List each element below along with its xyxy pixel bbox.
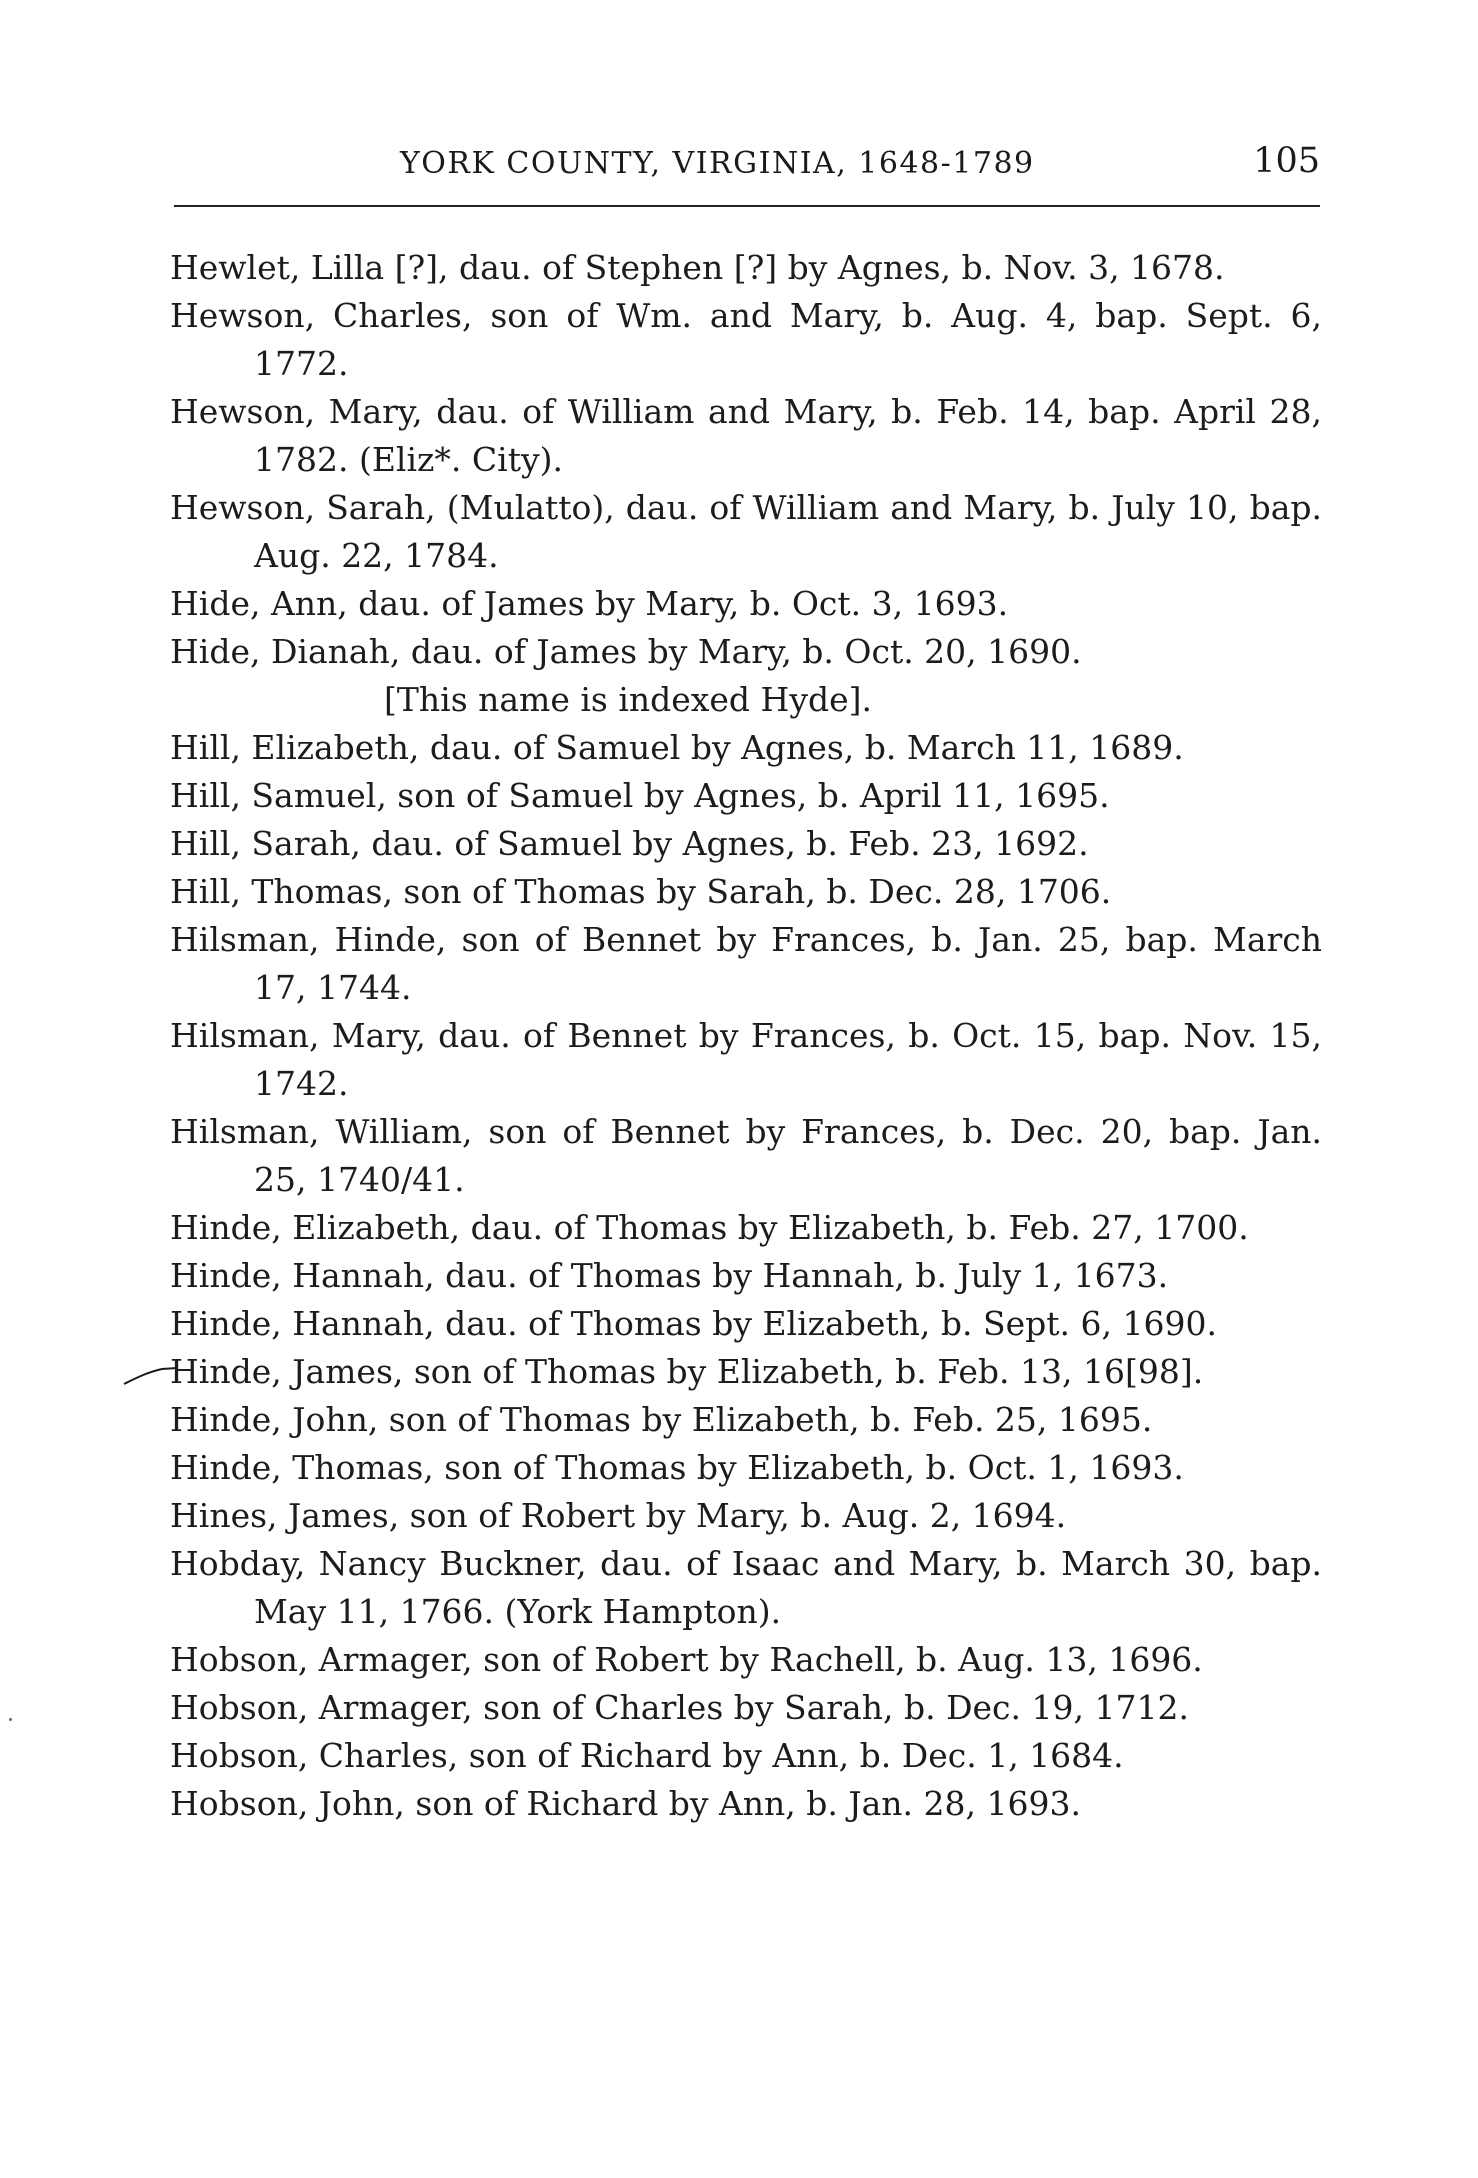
entry-text: Hilsman, Hinde, son of Bennet by Frances, b. Jan. 25, bap. March 17, 1744.	[170, 920, 1322, 1007]
list-item	[170, 772, 1322, 820]
list-item	[170, 1444, 1322, 1492]
entry-text: Hobson, Armager, son of Charles by Sarah, b. Dec. 19, 1712.	[170, 1688, 1189, 1727]
entry-text: Hinde, Hannah, dau. of Thomas by Hannah, b. July 1, 1673.	[170, 1256, 1169, 1295]
list-item	[170, 1780, 1322, 1828]
list-item	[170, 292, 1322, 388]
list-item	[170, 1348, 1322, 1396]
entry-text: Hewson, Mary, dau. of William and Mary, b. Feb. 14, bap. April 28, 1782. (Eliz*. City).	[170, 392, 1322, 479]
scan-speck	[9, 1718, 12, 1721]
entry-text: Hinde, Hannah, dau. of Thomas by Elizabeth, b. Sept. 6, 1690.	[170, 1304, 1217, 1343]
entry-text: Hewson, Charles, son of Wm. and Mary, b. Aug. 4, bap. Sept. 6, 1772.	[170, 296, 1322, 383]
entry-text: Hinde, John, son of Thomas by Elizabeth, b. Feb. 25, 1695.	[170, 1400, 1153, 1439]
list-item	[170, 1012, 1322, 1108]
entry-text: Hinde, James, son of Thomas by Elizabeth, b. Feb. 13, 16[98].	[170, 1352, 1204, 1391]
list-item	[170, 1492, 1322, 1540]
entry-text: Hill, Elizabeth, dau. of Samuel by Agnes, b. March 11, 1689.	[170, 728, 1184, 767]
entry-text: Hobson, Armager, son of Robert by Rachell, b. Aug. 13, 1696.	[170, 1640, 1203, 1679]
entry-text: Hill, Sarah, dau. of Samuel by Agnes, b. Feb. 23, 1692.	[170, 824, 1089, 863]
running-title: YORK COUNTY, VIRGINIA, 1648-1789	[400, 146, 1035, 181]
page-number: 105	[1253, 141, 1320, 181]
list-item	[170, 1636, 1322, 1684]
list-item	[170, 1540, 1322, 1636]
list-item	[170, 1396, 1322, 1444]
entry-text: Hinde, Elizabeth, dau. of Thomas by Elizabeth, b. Feb. 27, 1700.	[170, 1208, 1249, 1247]
list-item	[170, 1108, 1322, 1204]
birth-record-list	[170, 244, 1322, 1828]
entry-text: Hill, Samuel, son of Samuel by Agnes, b. April 11, 1695.	[170, 776, 1110, 815]
entry-text: Hewson, Sarah, (Mulatto), dau. of William and Mary, b. July 10, bap. Aug. 22, 1784.	[170, 488, 1322, 575]
entry-text: Hill, Thomas, son of Thomas by Sarah, b. Dec. 28, 1706.	[170, 872, 1112, 911]
list-item	[170, 820, 1322, 868]
list-item	[170, 388, 1322, 484]
header-rule	[174, 205, 1320, 207]
list-item	[170, 1300, 1322, 1348]
entry-text: Hide, Ann, dau. of James by Mary, b. Oct. 3, 1693.	[170, 584, 1009, 623]
list-item	[170, 628, 1322, 724]
entry-text: Hilsman, Mary, dau. of Bennet by Frances, b. Oct. 15, bap. Nov. 15, 1742.	[170, 1016, 1322, 1103]
handwritten-margin-stroke-icon	[122, 1364, 178, 1388]
entry-text: Hobson, Charles, son of Richard by Ann, b. Dec. 1, 1684.	[170, 1736, 1124, 1775]
entry-text: Hewlet, Lilla [?], dau. of Stephen [?] by Agnes, b. Nov. 3, 1678.	[170, 248, 1225, 287]
entry-text: Hide, Dianah, dau. of James by Mary, b. Oct. 20, 1690.	[170, 632, 1082, 671]
entry-text: Hinde, Thomas, son of Thomas by Elizabeth, b. Oct. 1, 1693.	[170, 1448, 1184, 1487]
list-item	[170, 1684, 1322, 1732]
list-item	[170, 1204, 1322, 1252]
list-item	[170, 484, 1322, 580]
list-item	[170, 1252, 1322, 1300]
entry-text: Hobday, Nancy Buckner, dau. of Isaac and Mary, b. March 30, bap. May 11, 1766. (York Hampton).	[170, 1544, 1322, 1631]
list-item	[170, 868, 1322, 916]
list-item	[170, 724, 1322, 772]
entry-text: Hines, James, son of Robert by Mary, b. Aug. 2, 1694.	[170, 1496, 1067, 1535]
index-note: [This name is indexed Hyde].	[384, 680, 872, 719]
list-item	[170, 916, 1322, 1012]
list-item	[170, 1732, 1322, 1780]
page-header	[174, 138, 1320, 192]
list-item	[170, 244, 1322, 292]
entry-text: Hobson, John, son of Richard by Ann, b. Jan. 28, 1693.	[170, 1784, 1081, 1823]
entry-text: Hilsman, William, son of Bennet by Frances, b. Dec. 20, bap. Jan. 25, 1740/41.	[170, 1112, 1322, 1199]
list-item	[170, 580, 1322, 628]
